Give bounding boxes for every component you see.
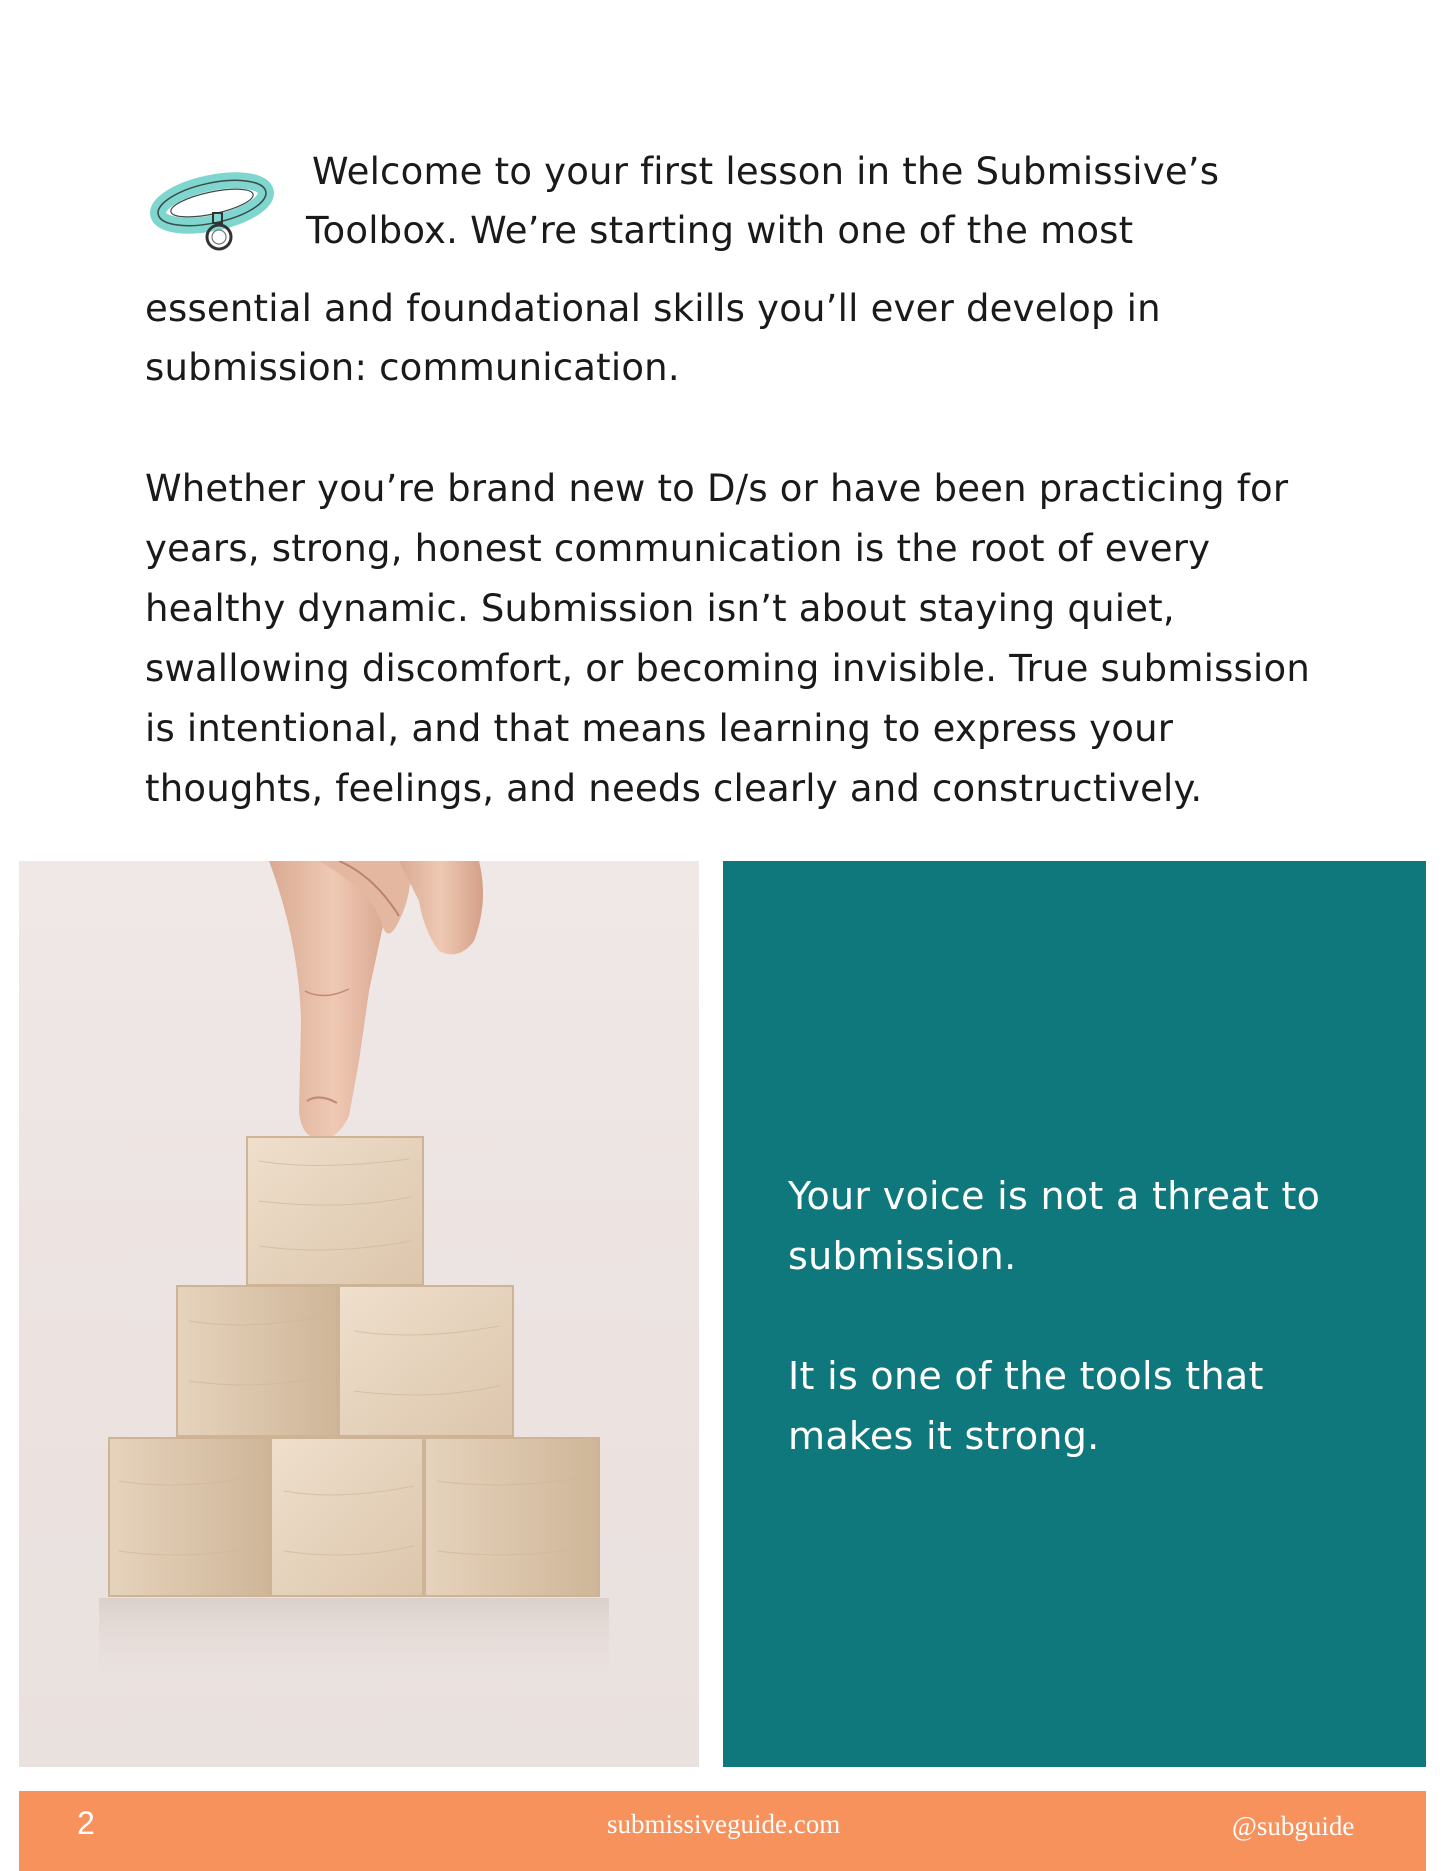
footer-bar (19, 1791, 1426, 1871)
paragraph-line: Whether you’re brand new to D/s or have been practicing for (145, 467, 1289, 510)
social-handle[interactable]: @subguide (1232, 1811, 1355, 1841)
intro-line-2: Toolbox. We’re starting with one of the most (306, 209, 1134, 252)
quote-line-1: Your voice is not a threat to (788, 1174, 1321, 1218)
paragraph-line: healthy dynamic. Submission isn’t about staying quiet, (145, 587, 1175, 630)
paragraph-line: swallowing discomfort, or becoming invisible. True submission (145, 647, 1310, 690)
collar-icon (150, 155, 280, 260)
blocks-illustration (19, 861, 699, 1767)
quote-panel (723, 861, 1426, 1767)
quote-line-3: It is one of the tools that (788, 1354, 1264, 1398)
body-paragraph (145, 459, 1310, 819)
intro-line-3: essential and foundational skills you’ll ever develop in (145, 287, 1161, 330)
quote-line-2: submission. (788, 1234, 1017, 1278)
page-number: 2 (77, 1805, 95, 1841)
paragraph-line: thoughts, feelings, and needs clearly and constructively. (145, 767, 1203, 810)
intro-line-1: Welcome to your first lesson in the Submissive’s (312, 150, 1220, 193)
intro-line-4: submission: communication. (145, 346, 680, 389)
quote-line-4: makes it strong. (788, 1414, 1100, 1458)
paragraph-line: years, strong, honest communication is the root of every (145, 527, 1211, 570)
quote-text (788, 1166, 1320, 1466)
wooden-blocks-photo (19, 861, 699, 1767)
website-link[interactable]: submissiveguide.com (607, 1809, 841, 1839)
paragraph-line: is intentional, and that means learning to express your (145, 707, 1174, 750)
quote-spacer (788, 1286, 1320, 1346)
